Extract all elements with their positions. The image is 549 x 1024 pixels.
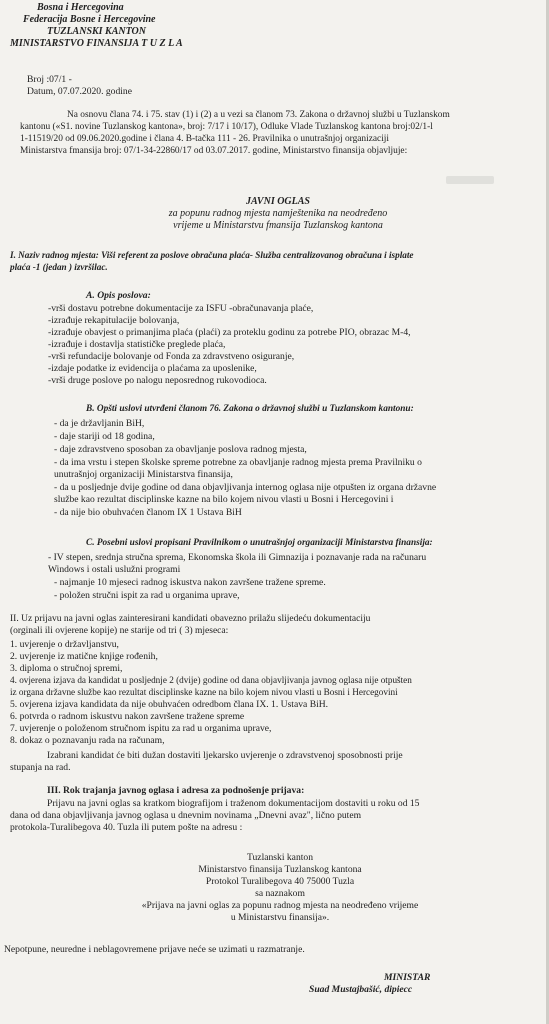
duty-item: -izdaje podatke iz evidencija o plaćama za uposlenike, [48, 363, 257, 374]
duty-item: -vrši druge poslove po nalogu neposrednog rukovodioca. [48, 375, 267, 386]
reference-number: Broj :07/1 - [27, 74, 72, 85]
special-condition: - najmanje 10 mjeseci radnog iskustva nakon završene tražene spreme. [54, 577, 326, 588]
document-item: 4. ovjerena izjava da kandidat u posljednje 2 (dvije) godine od dana objavljivanja javnog oglasa nije otpušten [10, 675, 412, 685]
minister-title: MINISTAR [384, 972, 431, 983]
header-country: Bosna i Hercegovina [37, 2, 124, 13]
address-note-2: u Ministarstvu finansija». [230, 912, 330, 923]
general-condition: - da nije bio obuhvaćen članom IX 1 Ustava BiH [54, 507, 242, 518]
notice-title: JAVNI OGLAS [246, 196, 310, 207]
general-condition: - da ima vrstu i stepen školske spreme potrebne za obavljanje radnog mjesta prema Pravilniku o [54, 457, 422, 468]
intro-line-1: Na osnovu člana 74. i 75. stav (1) i (2) a u vezi sa članom 73. Zakona o državnoj službi u Tuzlanskom [67, 110, 450, 120]
special-condition: Windows i ostali uslužni programi [48, 564, 181, 575]
submission-text-1: Prijavu na javni oglas sa kratkom biografijom i traženom dokumentacijom dostaviti u roku od 15 [47, 798, 420, 809]
documents-intro-2: (orginali ili ovjerene kopije) ne starije od tri ( 3) mjeseca: [10, 626, 229, 636]
address-canton: Tuzlanski kanton [246, 852, 314, 863]
general-condition: - da je državljanin BiH, [54, 418, 145, 429]
document-item: 5. ovjerena izjava kandidata da nije obuhvaćen odredbom člana IX. 1. Ustava BiH. [10, 699, 329, 710]
general-condition: - daje stariji od 18 godina, [54, 431, 155, 442]
documents-intro-1: II. Uz prijavu na javni oglas zainteresirani kandidati obavezno prilažu slijedeću dokumentaciju [10, 614, 371, 624]
position-title-line-2: plaća -1 (jedan ) izvršilac. [10, 262, 108, 272]
document-item: 6. potvrda o radnom iskustvu nakon završene tražene spreme [10, 711, 245, 722]
address-street: Protokol Turalibegova 40 75000 Tuzla [205, 876, 355, 887]
notice-subtitle-2: vrijeme u Ministarstvu fmansija Tuzlanskog kantona [173, 220, 383, 231]
document-item: 1. uvjerenje o državljanstvu, [10, 639, 119, 650]
section-3-heading: III. Rok trajanja javnog oglasa i adresa za podnošenje prijava: [47, 785, 305, 796]
general-condition: - daje zdravstveno sposoban za obavljanje poslova radnog mjesta, [54, 444, 307, 455]
scan-smudge [446, 176, 494, 184]
duty-item: -izrađuje rekapitulacije bolovanja, [48, 315, 180, 326]
general-condition: - da u posljednje dvije godine od dana objavljivanja internog oglasa nije otpušten iz organa državne [54, 482, 437, 493]
document-item: 7. uvjerenje o položenom stručnom ispitu za rad u organima uprave, [10, 723, 272, 734]
duty-item: -izrađuje i dostavlja statističke preglede plaća, [48, 339, 226, 350]
special-condition: - položen stručni ispit za rad u organima uprave, [54, 590, 240, 601]
medical-certificate-note-2: stupanja na rad. [10, 762, 71, 773]
document-item: 2. uvjerenje iz matične knjige rođenih, [10, 651, 158, 662]
address-note-label: sa naznakom [255, 888, 305, 899]
submission-text-2: dana od dana objavljivanja javnog oglasa u dnevnim novinama „Dnevni avaz", lično putem [10, 810, 362, 821]
address-ministry: Ministarstvo finansija Tuzlanskog kantona [198, 864, 362, 875]
address-note-1: «Prijava na javni oglas za popunu radnog mjesta na neodređeno vrijeme [141, 900, 419, 911]
duty-item: -vrši dostavu potrebne dokumentacije za ISFU -obračunavanja plaće, [48, 303, 314, 314]
duty-item: -vrši refundacije bolovanje od Fonda za zdravstveno osiguranje, [48, 351, 295, 362]
position-title-line-1: I. Naziv radnog mjesta: Viši referent za poslove obračuna plaća- Služba centralizovanog obračuna i isplate [10, 250, 414, 260]
document-item: iz organa državne službe kao rezultat disciplinske kazne na bilo kojem nivou vlasti u Bosni i Hercegovini [10, 687, 398, 697]
minister-name: Suad Mustajbašić, dipiecc [309, 984, 413, 995]
general-condition: službe kao rezultat disciplinske kazne na bilo kojem nivou vlasti u Bosni i Hercegovini i [54, 494, 394, 505]
intro-line-2: kantonu («S1. novine Tuzlanskog kantona», broj: 7/17 i 10/17), Odluke Vlade Tuzlanskog kantona broj:02/1-l [20, 122, 433, 132]
intro-line-3: 1-11519/20 od 09.06.2020.godine i člana 4. B-tačka 111 - 26. Pravilnika o unutrašnjoj organizaciji [20, 134, 390, 144]
header-ministry: MINISTARSTVO FINANSIJA T U Z L A [10, 38, 183, 49]
general-condition: unutrašnjoj organizaciji Ministarstva finansija, [54, 469, 233, 480]
section-b-heading: B. Opšti uslovi utvrđeni članom 76. Zakona o državnoj službi u Tuzlanskom kantonu: [86, 404, 414, 414]
medical-certificate-note-1: Izabrani kandidat će biti dužan dostaviti ljekarsko uvjerenje o zdravstvenoj sposobnosti prije [47, 750, 403, 761]
document-item: 8. dokaz o poznavanju rada na računam, [10, 735, 165, 746]
notice-subtitle-1: za popunu radnog mjesta namještenika na neodređeno [168, 208, 388, 219]
section-a-heading: A. Opis poslova: [86, 290, 151, 301]
intro-line-4: Ministarstva fmansija broj: 07/1-34-22860/17 od 03.07.2017. godine, Ministarstvo finansija objavljuje: [20, 146, 408, 156]
header-federation: Federacija Bosne i Hercegovine [23, 14, 156, 25]
incomplete-applications-note: Nepotpune, neuredne i neblagovremene prijave neće se uzimati u razmatranje. [4, 944, 305, 955]
header-canton: TUZLANSKI KANTON [47, 26, 146, 37]
duty-item: -izrađuje obavjest o primanjima plaća (plaći) za proteklu godinu za potrebe PIO, obrazac M-4, [48, 327, 411, 338]
document-item: 3. diploma o stručnoj spremi, [10, 663, 123, 674]
document-date: Datum, 07.07.2020. godine [27, 86, 132, 97]
submission-text-3: protokola-Turalibegova 40. Tuzla ili putem pošte na adresu : [10, 822, 243, 833]
section-c-heading: C. Posebni uslovi propisani Pravilnikom o unutrašnjoj organizaciji Ministarstva finansija: [86, 538, 433, 548]
special-condition: - IV stepen, srednja stručna sprema, Ekonomska škola ili Gimnazija i poznavanje rada na računaru [48, 552, 427, 563]
